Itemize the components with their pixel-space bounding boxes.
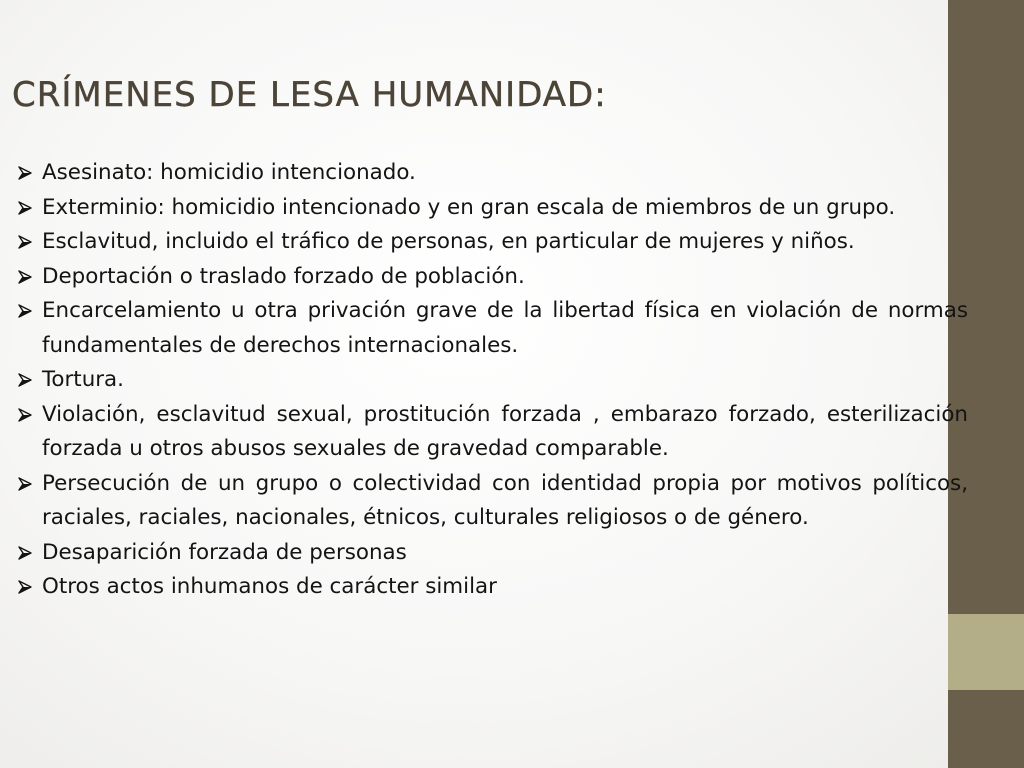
arrow-bullet-icon	[8, 363, 42, 398]
bullet-text: Asesinato: homicidio intencionado.	[42, 160, 416, 185]
arrow-bullet-icon	[8, 225, 42, 260]
arrow-bullet-icon	[8, 536, 42, 571]
bullet-item	[8, 398, 968, 467]
arrow-bullet-icon	[8, 570, 42, 605]
bullet-text: Violación, esclavitud sexual, prostitución forzada , embarazo forzado, esterilización forzada u otros abusos sexuales de gravedad comparable.	[42, 401, 968, 461]
bullet-item	[8, 260, 968, 295]
bullet-text: Deportación o traslado forzado de población.	[42, 263, 525, 289]
bullet-item	[8, 536, 968, 571]
bullet-text: Esclavitud, incluido el tráfico de personas, en particular de mujeres y niños.	[42, 229, 855, 254]
bullet-text: Exterminio: homicidio intencionado y en gran escala de miembros de un grupo.	[42, 194, 896, 220]
arrow-bullet-icon	[8, 156, 42, 191]
arrow-bullet-icon	[8, 467, 42, 502]
bullet-text: Persecución de un grupo o colectividad con identidad propia por motivos políticos, raciales, raciales, nacionales, étnicos, culturales religiosos o de género.	[42, 470, 968, 530]
side-accent-block	[948, 614, 1024, 690]
bullet-text: Otros actos inhumanos de carácter similar	[42, 574, 497, 599]
bullet-item	[8, 294, 968, 363]
bullet-item	[8, 467, 968, 536]
bullet-list	[8, 156, 968, 605]
bullet-text: Tortura.	[42, 367, 124, 392]
slide-title: CRÍMENES DE LESA HUMANIDAD:	[12, 75, 607, 115]
bullet-text: Desaparición forzada de personas	[42, 539, 407, 565]
arrow-bullet-icon	[8, 191, 42, 226]
bullet-item	[8, 156, 968, 191]
bullet-item	[8, 225, 968, 260]
arrow-bullet-icon	[8, 398, 42, 433]
bullet-text: Encarcelamiento u otra privación grave de la libertad física en violación de normas fundamentales de derechos internacionales.	[42, 298, 968, 358]
bullet-item	[8, 570, 968, 605]
bullet-item	[8, 191, 968, 226]
arrow-bullet-icon	[8, 260, 42, 295]
bullet-item	[8, 363, 968, 398]
arrow-bullet-icon	[8, 294, 42, 329]
